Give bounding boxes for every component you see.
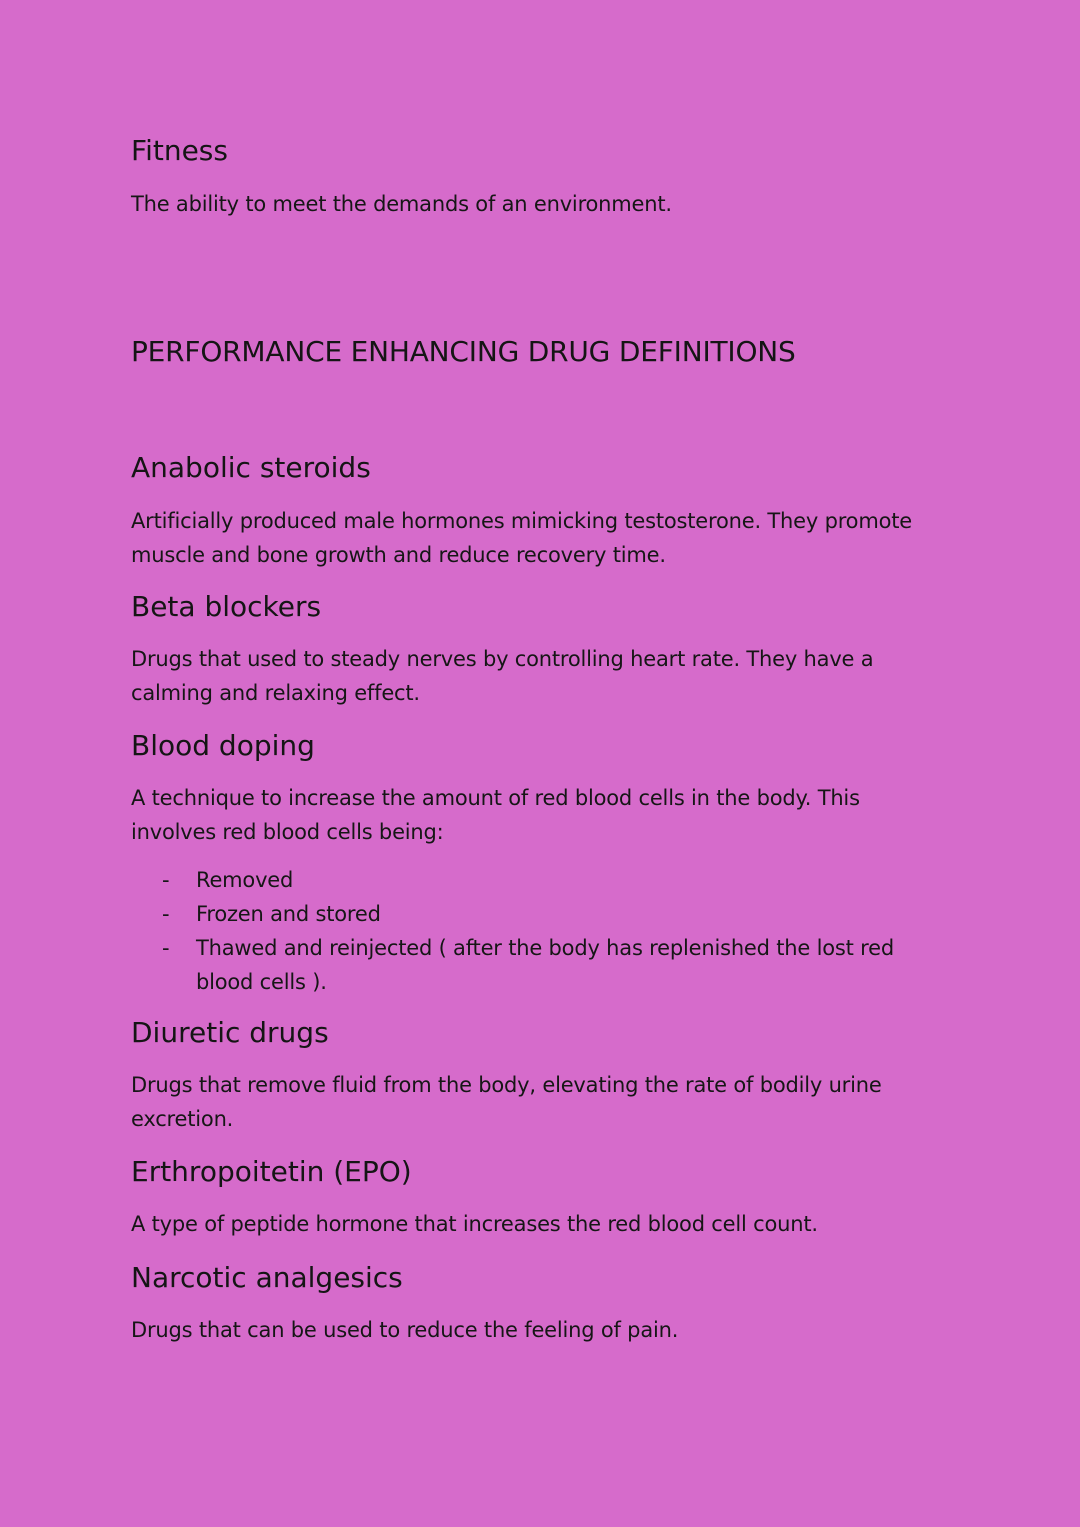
definition-anabolic-steroids: Artificially produced male hormones mimicking testosterone. They promote muscle and bone growth and reduce recovery time. bbox=[131, 509, 912, 567]
heading-narcotic-analgesics: Narcotic analgesics bbox=[131, 1261, 403, 1294]
list-dash: - bbox=[162, 868, 170, 892]
heading-blood-doping: Blood doping bbox=[131, 729, 315, 762]
heading-beta-blockers: Beta blockers bbox=[131, 590, 322, 623]
list-item-text: Removed bbox=[196, 868, 294, 892]
heading-anabolic-steroids: Anabolic steroids bbox=[131, 451, 371, 484]
blood-doping-steps-list bbox=[160, 863, 940, 999]
list-dash: - bbox=[162, 902, 170, 926]
heading-fitness: Fitness bbox=[131, 134, 228, 167]
definition-beta-blockers: Drugs that used to steady nerves by controlling heart rate. They have a calming and relaxing effect. bbox=[131, 647, 874, 705]
definition-fitness: The ability to meet the demands of an environment. bbox=[131, 192, 672, 216]
list-item bbox=[160, 897, 940, 931]
definition-epo: A type of peptide hormone that increases the red blood cell count. bbox=[131, 1212, 818, 1236]
list-item-text: Frozen and stored bbox=[196, 902, 381, 926]
heading-diuretic-drugs: Diuretic drugs bbox=[131, 1016, 329, 1049]
heading-epo: Erthropoitetin (EPO) bbox=[131, 1155, 412, 1188]
definition-narcotic-analgesics: Drugs that can be used to reduce the feeling of pain. bbox=[131, 1318, 679, 1342]
definition-diuretic-drugs: Drugs that remove fluid from the body, elevating the rate of bodily urine excretion. bbox=[131, 1073, 882, 1131]
list-item bbox=[160, 863, 940, 897]
list-dash: - bbox=[162, 936, 170, 960]
list-item bbox=[160, 931, 940, 999]
definition-blood-doping: A technique to increase the amount of red blood cells in the body. This involves red blood cells being: bbox=[131, 786, 860, 844]
list-item-text: Thawed and reinjected ( after the body has replenished the lost red blood cells ). bbox=[196, 936, 894, 994]
section-title-ped-definitions: PERFORMANCE ENHANCING DRUG DEFINITIONS bbox=[131, 335, 796, 368]
